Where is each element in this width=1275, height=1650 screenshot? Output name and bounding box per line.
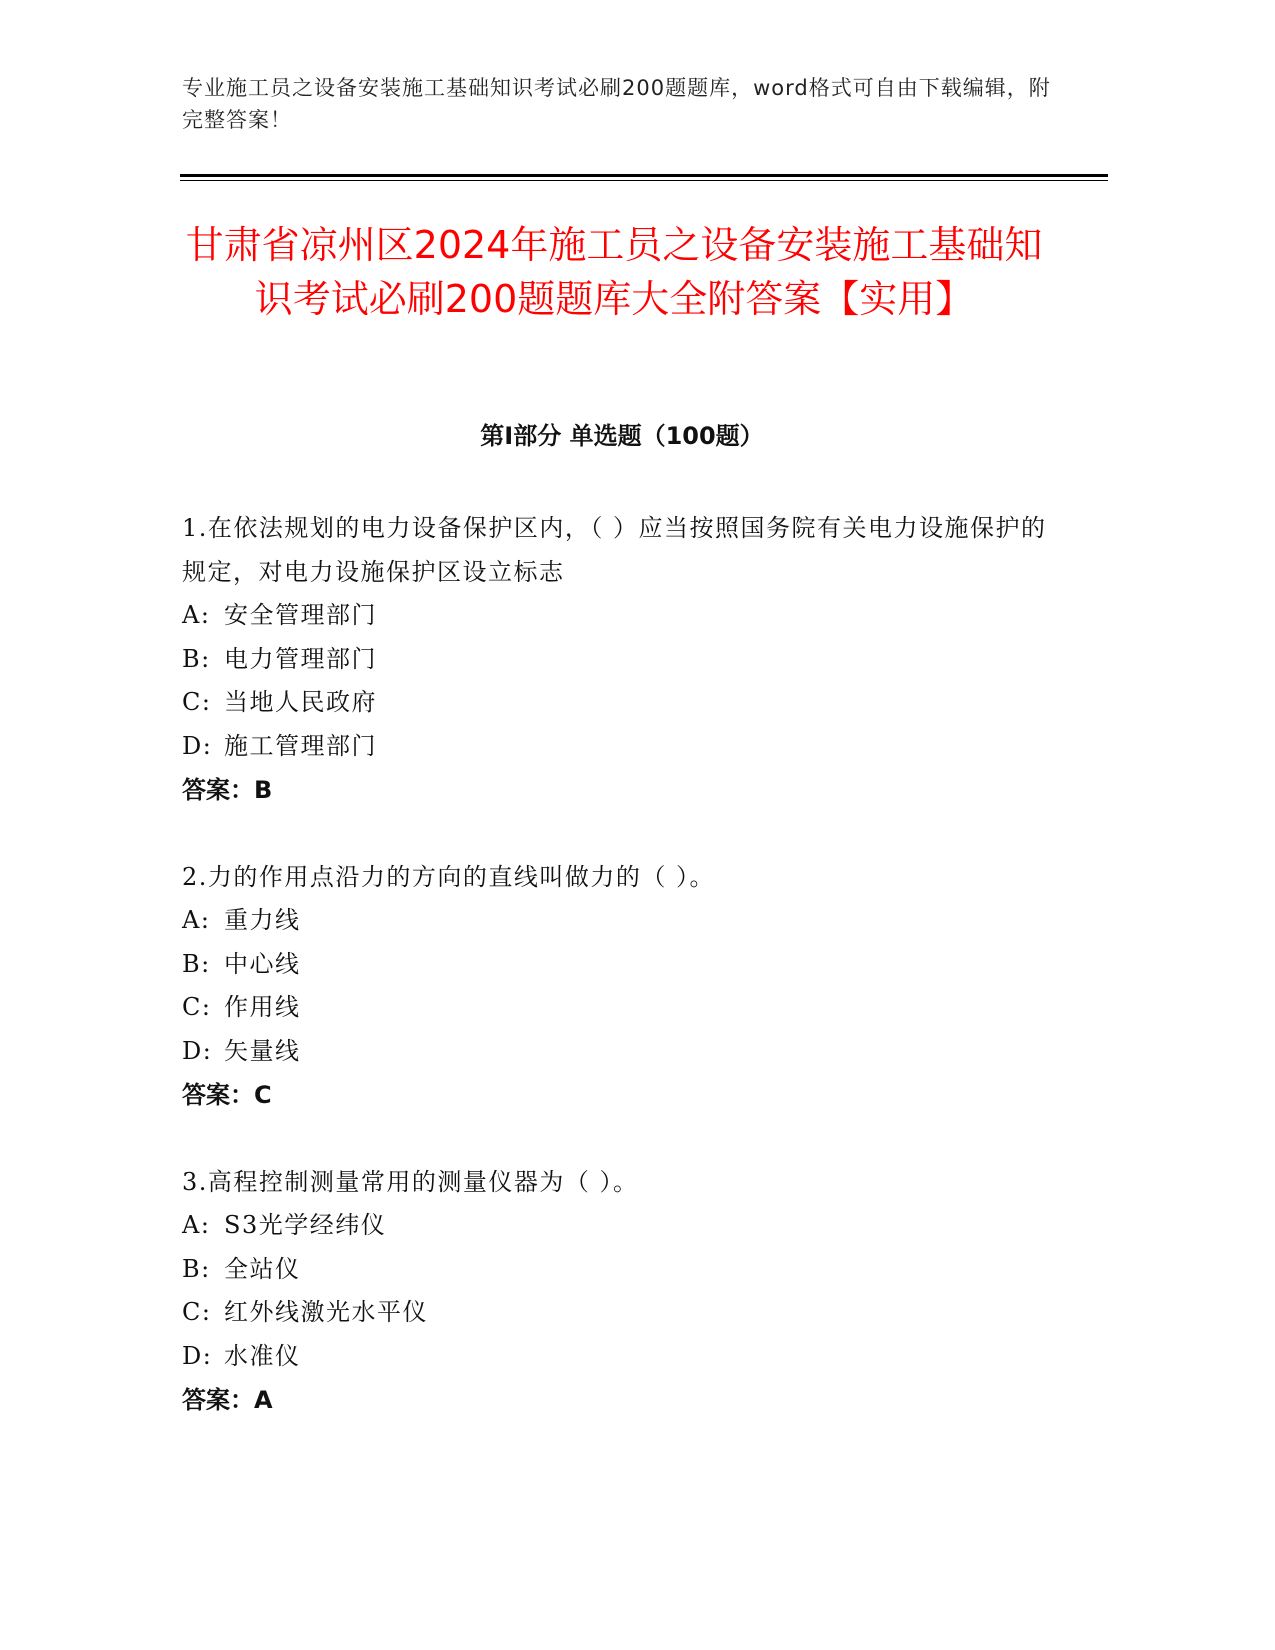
option-text: 全站仪 [224, 1254, 301, 1283]
question-2 [182, 855, 1052, 1117]
option-letter: D: [182, 731, 213, 760]
question-stem: 1.在依法规划的电力设备保护区内，（ ）应当按照国务院有关电力设施保护的规定，对电力设施保护区设立标志 [182, 514, 1047, 586]
option-letter: C: [182, 688, 212, 716]
header-note: 专业施工员之设备安装施工基础知识考试必刷200题题库，word格式可自由下载编辑，附完整答案！ [182, 76, 1051, 132]
option-a [182, 899, 1052, 943]
option-d [182, 1030, 1052, 1074]
option-b [182, 638, 1052, 682]
option-letter: A: [182, 906, 211, 934]
answer-line: 答案：B [182, 776, 273, 804]
option-c [182, 986, 1052, 1030]
option-letter: B: [182, 644, 211, 673]
option-letter: C: [182, 993, 212, 1021]
document-title: 甘肃省凉州区2024年施工员之设备安装施工基础知识考试必刷200题题库大全附答案【实用】 [185, 223, 1043, 321]
header-divider-thin [180, 180, 1108, 181]
section-heading: 第Ⅰ部分 单选题（100题） [480, 422, 764, 450]
option-letter: C: [182, 1298, 212, 1326]
option-text: 安全管理部门 [224, 601, 377, 629]
option-text: 水准仪 [224, 1341, 301, 1370]
option-letter: D: [182, 1036, 213, 1065]
option-d [182, 725, 1052, 769]
option-a [182, 1204, 1052, 1248]
question-3 [182, 1160, 1052, 1422]
option-text: S3光学经纬仪 [224, 1211, 387, 1239]
question-stem: 2.力的作用点沿力的方向的直线叫做力的（ ）。 [182, 863, 716, 891]
option-text: 红外线激光水平仪 [224, 1298, 428, 1326]
option-d [182, 1335, 1052, 1379]
option-text: 矢量线 [224, 1036, 301, 1065]
option-text: 作用线 [224, 993, 301, 1021]
option-text: 重力线 [224, 906, 301, 934]
option-text: 当地人民政府 [224, 688, 377, 716]
question-stem: 3.高程控制测量常用的测量仪器为（ ）。 [182, 1168, 639, 1196]
option-text: 电力管理部门 [224, 644, 377, 673]
option-letter: A: [182, 601, 211, 629]
option-letter: D: [182, 1341, 213, 1370]
answer-line: 答案：C [182, 1081, 272, 1109]
question-list [182, 506, 1052, 1465]
option-letter: B: [182, 1254, 211, 1283]
option-b [182, 1248, 1052, 1292]
option-letter: A: [182, 1211, 211, 1239]
option-letter: B: [182, 949, 211, 978]
option-text: 中心线 [224, 949, 301, 978]
question-1 [182, 506, 1052, 812]
option-b [182, 943, 1052, 987]
option-c [182, 1291, 1052, 1335]
option-a [182, 594, 1052, 638]
header-divider-thick [180, 174, 1108, 177]
answer-line: 答案：A [182, 1386, 273, 1414]
option-text: 施工管理部门 [224, 731, 377, 760]
option-c [182, 681, 1052, 725]
